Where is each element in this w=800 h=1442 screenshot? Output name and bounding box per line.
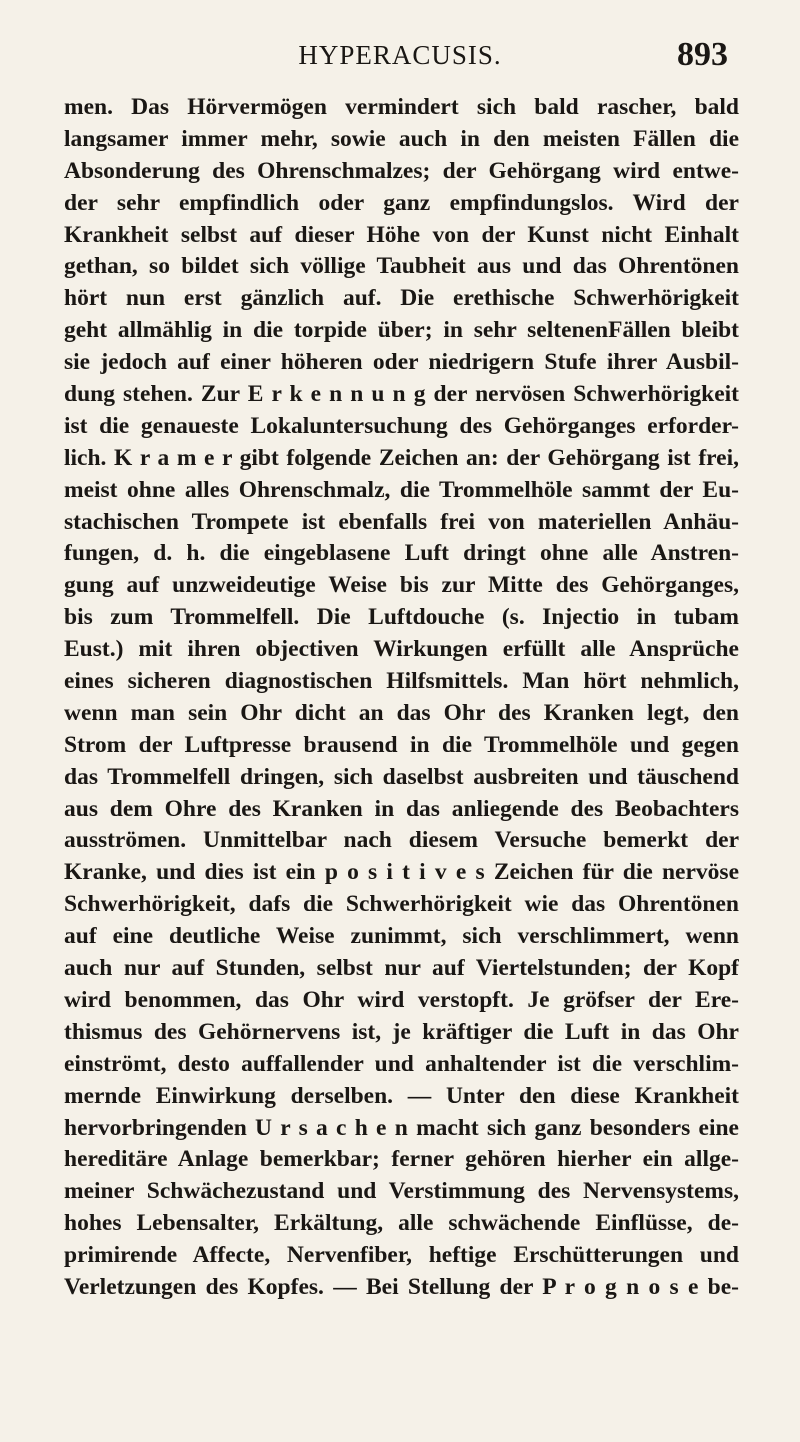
text-line: hohes Lebensalter, Erkältung, alle schwächende Einflüsse, de- (64, 1210, 739, 1237)
text-line: ist die genaueste Lokaluntersuchung des Gehörganges erforder- (64, 412, 739, 439)
text-line: Krankheit selbst auf dieser Höhe von der Kunst nicht Einhalt (64, 221, 739, 248)
text-line: Absonderung des Ohrenschmalzes; der Gehörgang wird entwe- (64, 157, 739, 184)
text-line: men. Das Hörvermögen vermindert sich bald rascher, bald (64, 94, 739, 120)
text-line: hört nun erst gänzlich auf. Die erethische Schwerhörigkeit (64, 285, 739, 312)
text-line: Kranke, und dies ist ein p o s i t i v e s Zeichen für die nervöse (64, 859, 739, 886)
text-line: mernde Einwirkung derselben. — Unter den diese Krankheit (64, 1082, 739, 1109)
text-line: das Trommelfell dringen, sich daselbst ausbreiten und täuschend (64, 763, 739, 790)
text-line: gethan, so bildet sich völlige Taubheit aus und das Ohrentönen (64, 253, 739, 280)
running-head: HYPERACUSIS. (298, 40, 502, 70)
text-line: hervorbringenden U r s a c h e n macht sich ganz besonders eine (64, 1114, 739, 1141)
text-line: bis zum Trommelfell. Die Luftdouche (s. Injectio in tubam (64, 604, 739, 631)
text-line: ausströmen. Unmittelbar nach diesem Versuche bemerkt der (64, 827, 739, 854)
text-line: wird benommen, das Ohr wird verstopft. Je gröfser der Ere- (64, 986, 739, 1013)
text-line: gung auf unzweideutige Weise bis zur Mitte des Gehörganges, (64, 572, 739, 599)
text-line: Strom der Luftpresse brausend in die Trommelhöle und gegen (64, 731, 739, 758)
text-line: lich. K r a m e r gibt folgende Zeichen an: der Gehörgang ist frei, (64, 444, 739, 471)
text-line: stachischen Trompete ist ebenfalls frei von materiellen Anhäu- (64, 508, 739, 535)
text-line: der sehr empfindlich oder ganz empfindungslos. Wird der (64, 189, 739, 216)
text-line: meist ohne alles Ohrenschmalz, die Trommelhöle sammt der Eu- (64, 476, 739, 503)
text-line: meiner Schwächezustand und Verstimmung des Nervensystems, (64, 1178, 739, 1205)
text-line: Eust.) mit ihren objectiven Wirkungen erfüllt alle Ansprüche (64, 636, 739, 663)
text-line: Verletzungen des Kopfes. — Bei Stellung der P r o g n o s e be- (64, 1273, 739, 1300)
text-line: auch nur auf Stunden, selbst nur auf Viertelstunden; der Kopf (64, 955, 739, 982)
text-line: primirende Affecte, Nervenfiber, heftige Erschütterungen und (64, 1242, 739, 1269)
page-number: 893 (677, 36, 728, 73)
text-line: geht allmählig in die torpide über; in sehr seltenenFällen bleibt (64, 317, 739, 344)
text-line: einströmt, desto auffallender und anhaltender ist die verschlim- (64, 1050, 739, 1077)
text-line: sie jedoch auf einer höheren oder niedrigern Stufe ihrer Ausbil- (64, 349, 739, 376)
text-line: dung stehen. Zur E r k e n n u n g der nervösen Schwerhörigkeit (64, 381, 739, 408)
text-line: Schwerhörigkeit, dafs die Schwerhörigkeit wie das Ohrentönen (64, 891, 739, 918)
page-header (0, 36, 800, 80)
text-line: eines sicheren diagnostischen Hilfsmittels. Man hört nehmlich, (64, 668, 739, 695)
text-line: aus dem Ohre des Kranken in das anliegende des Beobachters (64, 795, 739, 822)
text-line: hereditäre Anlage bemerkbar; ferner gehören hierher ein allge- (64, 1146, 739, 1173)
body-text (64, 92, 739, 1304)
text-line: fungen, d. h. die eingeblasene Luft dringt ohne alle Anstren- (64, 540, 739, 567)
text-line: auf eine deutliche Weise zunimmt, sich verschlimmert, wenn (64, 923, 739, 950)
text-line: thismus des Gehörnervens ist, je kräftiger die Luft in das Ohr (64, 1018, 739, 1045)
text-line: langsamer immer mehr, sowie auch in den meisten Fällen die (64, 125, 739, 152)
text-line: wenn man sein Ohr dicht an das Ohr des Kranken legt, den (64, 699, 739, 726)
